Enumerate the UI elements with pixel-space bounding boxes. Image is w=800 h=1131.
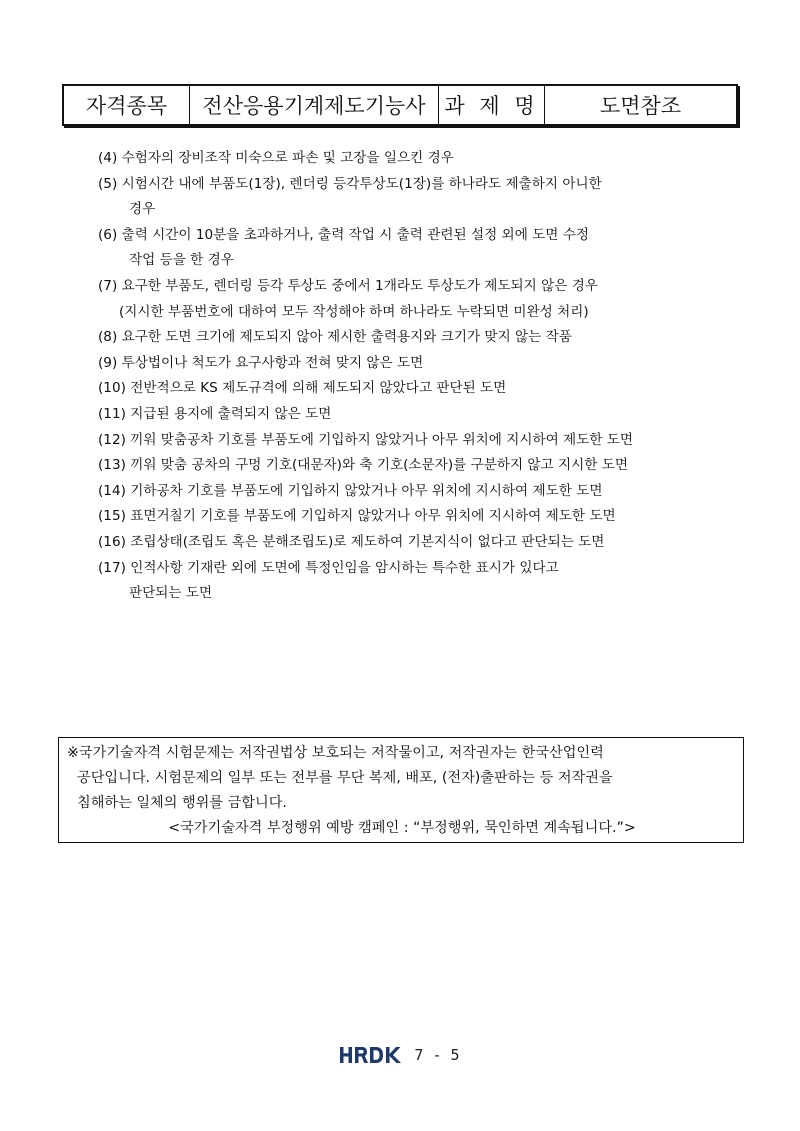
notice-line: ※국가기술자격 시험문제는 저작권법상 보호되는 저작물이고, 저작권자는 한국산업인력 <box>67 745 604 761</box>
list-item <box>98 504 748 530</box>
header-label-qualification: 자격종목 <box>64 86 190 124</box>
list-item-text: (13) 끼워 맞춤 공차의 구멍 기호(대문자)와 축 기호(소문자)를 구분하지 않고 지시한 도면 <box>98 457 628 474</box>
hrdk-logo-icon <box>340 1046 404 1064</box>
list-item-text: (10) 전반적으로 KS 제도규격에 의해 제도되지 않았다고 판단된 도면 <box>98 380 507 397</box>
list-item-text: (5) 시험시간 내에 부품도(1장), 렌더링 등각투상도(1장)를 하나라도 제출하지 아니한 <box>98 175 602 192</box>
list-item <box>98 172 748 223</box>
notice-campaign: <국가기술자격 부정행위 예방 캠페인 : “부정행위, 묵인하면 계속됩니다.”> <box>168 820 636 836</box>
list-item-text: (14) 기하공차 기호를 부품도에 기입하지 않았거나 아무 위치에 지시하여 제도한 도면 <box>98 482 603 499</box>
list-item <box>98 351 748 377</box>
disqualification-list <box>98 146 748 607</box>
copyright-notice <box>58 737 744 843</box>
page-footer <box>0 1040 800 1070</box>
list-item <box>98 453 748 479</box>
list-item <box>98 223 748 274</box>
list-item-text: (9) 투상법이나 척도가 요구사항과 전혀 맞지 않은 도면 <box>98 354 424 371</box>
list-item-text: (4) 수험자의 장비조작 미숙으로 파손 및 고장을 일으킨 경우 <box>98 150 454 166</box>
list-item-text: (15) 표면거칠기 기호를 부품도에 기입하지 않았거나 아무 위치에 지시하여 제도한 도면 <box>98 508 616 525</box>
header-value-qualification: 전산응용기계제도기능사 <box>190 86 439 124</box>
list-item-text: (17) 인적사항 기재란 외에 도면에 특정인임을 암시하는 특수한 표시가 있다고 <box>98 559 559 576</box>
notice-line: 공단입니다. 시험문제의 일부 또는 전부를 무단 복제, 배포, (전자)출판하는 등 저작권을 <box>77 770 613 786</box>
list-item-continuation: (지시한 부품번호에 대하여 모두 작성해야 하며 하나라도 누락되면 미완성 처리) <box>119 303 589 320</box>
list-item-continuation: 판단되는 도면 <box>129 585 213 602</box>
list-item <box>98 146 748 172</box>
list-item <box>98 479 748 505</box>
list-item <box>98 530 748 556</box>
list-item-text: (7) 요구한 부품도, 렌더링 등각 투상도 중에서 1개라도 투상도가 제도되지 않은 경우 <box>98 277 598 294</box>
header-table <box>62 84 738 126</box>
hrdk-logo <box>340 1045 404 1065</box>
list-item <box>98 325 748 351</box>
list-item-continuation: 작업 등을 한 경우 <box>129 252 234 269</box>
list-item <box>98 428 748 454</box>
list-item-text: (6) 출력 시간이 10분을 초과하거나, 출력 작업 시 출력 관련된 설정 외에 도면 수정 <box>98 226 589 243</box>
list-item-continuation: 경우 <box>129 201 156 218</box>
page-number: 7 - 5 <box>414 1046 460 1064</box>
list-item-text: (16) 조립상태(조립도 혹은 분해조립도)로 제도하여 기본지식이 없다고 판단되는 도면 <box>98 533 605 550</box>
header-label-task: 과 제 명 <box>439 86 545 124</box>
list-item-text: (8) 요구한 도면 크기에 제도되지 않아 제시한 출력용지와 크기가 맞지 않는 작품 <box>98 329 572 346</box>
notice-line: 침해하는 일체의 행위를 금합니다. <box>77 795 287 811</box>
list-item <box>98 376 748 402</box>
list-item-text: (12) 끼워 맞춤공차 기호를 부품도에 기입하지 않았거나 아무 위치에 지시하여 제도한 도면 <box>98 431 634 448</box>
list-item <box>98 556 748 607</box>
header-value-task: 도면참조 <box>599 94 682 118</box>
list-item <box>98 274 748 325</box>
list-item-text: (11) 지급된 용지에 출력되지 않은 도면 <box>98 405 332 422</box>
list-item <box>98 402 748 428</box>
